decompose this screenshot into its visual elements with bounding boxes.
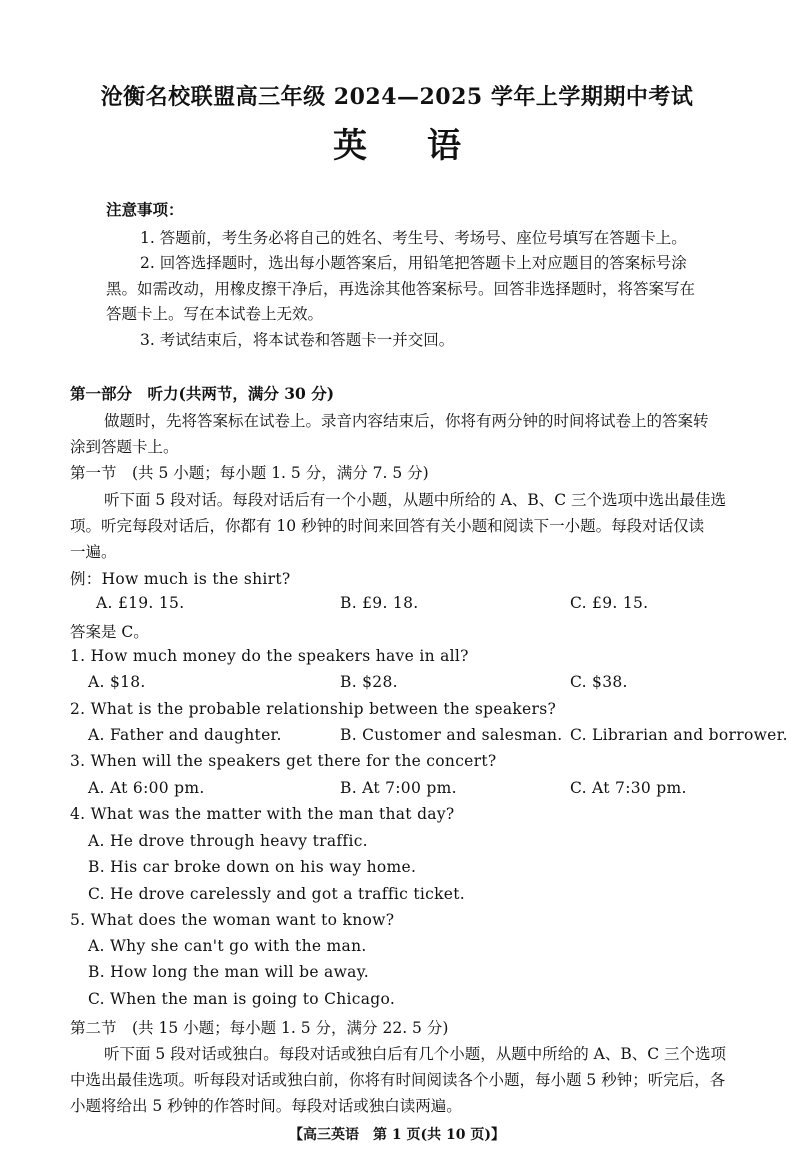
example-question: 例：How much is the shirt? bbox=[70, 570, 291, 588]
q3-option-a: A. At 6:00 pm. bbox=[88, 779, 205, 797]
q5-stem: 5. What does the woman want to know? bbox=[70, 911, 395, 929]
q2-stem: 2. What is the probable relationship between the speakers? bbox=[70, 700, 557, 718]
q4-option-c: C. He drove carelessly and got a traffic ticket. bbox=[88, 885, 466, 903]
page-footer: 【高三英语 第 1 页(共 10 页)】 bbox=[289, 1127, 505, 1143]
section1-intro-line-1: 听下面 5 段对话。每段对话后有一个小题，从题中所给的 A、B、C 三个选项中选出最佳选 bbox=[104, 491, 727, 509]
section2-intro-line-3: 小题将给出 5 秒钟的作答时间。每段对话或独白读两遍。 bbox=[70, 1097, 462, 1115]
exam-title: 沧衡名校联盟高三年级 2024—2025 学年上学期期中考试 bbox=[100, 84, 694, 110]
q1-stem: 1. How much money do the speakers have in all? bbox=[70, 647, 469, 665]
section2-heading: 第二节 (共 15 小题；每小题 1. 5 分，满分 22. 5 分) bbox=[70, 1019, 449, 1037]
section1-heading: 第一节 (共 5 小题；每小题 1. 5 分，满分 7. 5 分) bbox=[70, 464, 429, 482]
notice-item-2-line-2: 黑。如需改动，用橡皮擦干净后，再选涂其他答案标号。回答非选择题时，将答案写在 bbox=[106, 280, 696, 298]
q4-option-a: A. He drove through heavy traffic. bbox=[88, 832, 368, 850]
example-option-a: A. £19. 15. bbox=[96, 594, 185, 612]
q2-option-c: C. Librarian and borrower. bbox=[570, 726, 788, 744]
q2-option-a: A. Father and daughter. bbox=[88, 726, 282, 744]
part1-intro-line-2: 涂到答题卡上。 bbox=[70, 438, 179, 456]
part1-heading: 第一部分 听力(共两节，满分 30 分) bbox=[70, 384, 335, 403]
subject-title: 英语 bbox=[333, 126, 521, 166]
notice-item-1: 1. 答题前，考生务必将自己的姓名、考生号、考场号、座位号填写在答题卡上。 bbox=[140, 229, 687, 247]
q3-option-b: B. At 7:00 pm. bbox=[340, 779, 457, 797]
section2-intro-line-1: 听下面 5 段对话或独白。每段对话或独白后有几个小题，从题中所给的 A、B、C 三个选项 bbox=[104, 1045, 727, 1063]
example-answer: 答案是 C。 bbox=[70, 623, 149, 641]
section2-intro-line-2: 中选出最佳选项。听每段对话或独白前，你将有时间阅读各个小题，每小题 5 秒钟；听完后，各 bbox=[70, 1071, 726, 1089]
q5-option-a: A. Why she can't go with the man. bbox=[88, 937, 367, 955]
notice-item-2-line-3: 答题卡上。写在本试卷上无效。 bbox=[106, 305, 324, 323]
q5-option-c: C. When the man is going to Chicago. bbox=[88, 990, 396, 1008]
notice-item-3: 3. 考试结束后，将本试卷和答题卡一并交回。 bbox=[140, 331, 455, 349]
notice-heading: 注意事项： bbox=[106, 200, 184, 219]
example-option-c: C. £9. 15. bbox=[570, 594, 649, 612]
part1-intro-line-1: 做题时，先将答案标在试卷上。录音内容结束后，你将有两分钟的时间将试卷上的答案转 bbox=[104, 412, 709, 430]
q3-stem: 3. When will the speakers get there for the concert? bbox=[70, 752, 497, 770]
q4-stem: 4. What was the matter with the man that day? bbox=[70, 805, 455, 823]
q2-option-b: B. Customer and salesman. bbox=[340, 726, 563, 744]
notice-item-2-line-1: 2. 回答选择题时，选出每小题答案后，用铅笔把答题卡上对应题目的答案标号涂 bbox=[140, 254, 687, 272]
q3-option-c: C. At 7:30 pm. bbox=[570, 779, 687, 797]
example-option-b: B. £9. 18. bbox=[340, 594, 419, 612]
q1-option-b: B. $28. bbox=[340, 673, 398, 691]
q5-option-b: B. How long the man will be away. bbox=[88, 963, 369, 981]
section1-intro-line-2: 项。听完每段对话后，你都有 10 秒钟的时间来回答有关小题和阅读下一小题。每段对话仅读 bbox=[70, 517, 705, 535]
section1-intro-line-3: 一遍。 bbox=[70, 543, 117, 561]
q1-option-a: A. $18. bbox=[88, 673, 146, 691]
q4-option-b: B. His car broke down on his way home. bbox=[88, 858, 417, 876]
q1-option-c: C. $38. bbox=[570, 673, 628, 691]
